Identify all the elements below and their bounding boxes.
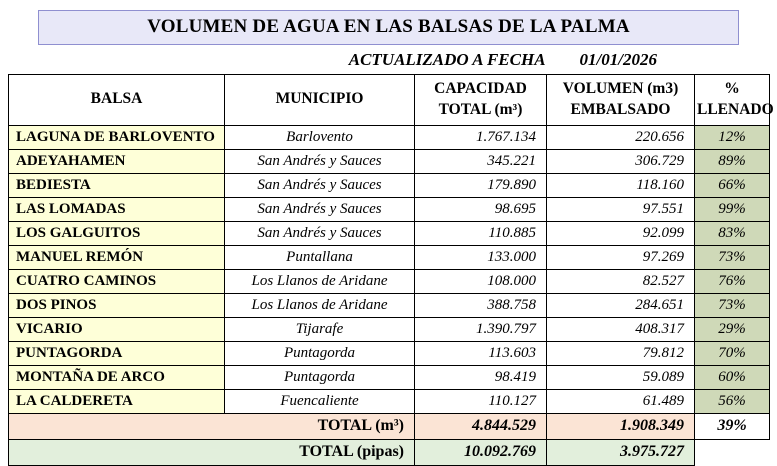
cell-volumen: 61.489: [547, 389, 695, 413]
cell-balsa: ADEYAHAMEN: [9, 149, 225, 173]
table-row: [9, 389, 770, 413]
cell-municipio: Fuencaliente: [225, 389, 415, 413]
table-total-row: [9, 413, 770, 439]
cell-llenado: 29%: [695, 317, 770, 341]
table-row: [9, 341, 770, 365]
cell-capacidad: 1.390.797: [415, 317, 547, 341]
cell-municipio: Los Llanos de Aridane: [225, 269, 415, 293]
cell-municipio: Los Llanos de Aridane: [225, 293, 415, 317]
cell-municipio: San Andrés y Sauces: [225, 197, 415, 221]
cell-municipio: Puntagorda: [225, 341, 415, 365]
header-balsa: [9, 75, 225, 126]
table-row: [9, 173, 770, 197]
header-capacidad-line2: TOTAL (m³): [438, 100, 523, 118]
reservoirs-table: [8, 74, 774, 466]
cell-balsa: DOS PINOS: [9, 293, 225, 317]
cell-municipio: Puntagorda: [225, 365, 415, 389]
cell-balsa: LAS LOMADAS: [9, 197, 225, 221]
table-row: [9, 125, 770, 149]
table-body: [9, 125, 770, 465]
cell-balsa: BEDIESTA: [9, 173, 225, 197]
cell-total-label: TOTAL (pipas): [9, 439, 415, 465]
table-row: [9, 197, 770, 221]
header-municipio-label: MUNICIPIO: [275, 90, 364, 108]
cell-llenado: 73%: [695, 245, 770, 269]
header-municipio: [225, 75, 415, 126]
cell-llenado: 73%: [695, 293, 770, 317]
cell-capacidad: 179.890: [415, 173, 547, 197]
header-volumen-line2: EMBALSADO: [570, 100, 671, 118]
cell-volumen: 59.089: [547, 365, 695, 389]
cell-municipio: Tijarafe: [225, 317, 415, 341]
cell-capacidad: 108.000: [415, 269, 547, 293]
header-capacidad-line1: CAPACIDAD: [434, 80, 527, 97]
cell-capacidad: 388.758: [415, 293, 547, 317]
cell-balsa: MONTAÑA DE ARCO: [9, 365, 225, 389]
cell-volumen: 82.527: [547, 269, 695, 293]
cell-llenado: 99%: [695, 197, 770, 221]
cell-llenado: 83%: [695, 221, 770, 245]
cell-balsa: LOS GALGUITOS: [9, 221, 225, 245]
table-row: [9, 245, 770, 269]
cell-llenado: 70%: [695, 341, 770, 365]
table-row: [9, 317, 770, 341]
cell-total-capacidad: 10.092.769: [415, 439, 547, 465]
cell-municipio: Barlovento: [225, 125, 415, 149]
subtitle-date: 01/01/2026: [579, 50, 657, 69]
table-row: [9, 365, 770, 389]
cell-volumen: 220.656: [547, 125, 695, 149]
cell-volumen: 92.099: [547, 221, 695, 245]
cell-llenado: 56%: [695, 389, 770, 413]
header-volumen: [547, 75, 695, 126]
header-llenado-line1: %: [724, 80, 740, 97]
cell-llenado: 76%: [695, 269, 770, 293]
cell-llenado: 60%: [695, 365, 770, 389]
header-llenado-line2: LLENADO: [697, 100, 774, 118]
cell-volumen: 306.729: [547, 149, 695, 173]
cell-balsa: LA CALDERETA: [9, 389, 225, 413]
subtitle-row: [8, 45, 769, 74]
cell-capacidad: 1.767.134: [415, 125, 547, 149]
cell-llenado: 89%: [695, 149, 770, 173]
cell-balsa: LAGUNA DE BARLOVENTO: [9, 125, 225, 149]
cell-capacidad: 98.419: [415, 365, 547, 389]
cell-total-volumen: 1.908.349: [547, 413, 695, 439]
header-volumen-line1: VOLUMEN (m3): [562, 80, 679, 97]
table-row: [9, 221, 770, 245]
cell-balsa: VICARIO: [9, 317, 225, 341]
cell-volumen: 97.269: [547, 245, 695, 269]
cell-capacidad: 133.000: [415, 245, 547, 269]
cell-total-llenado: 39%: [695, 413, 770, 439]
cell-volumen: 118.160: [547, 173, 695, 197]
cell-municipio: San Andrés y Sauces: [225, 173, 415, 197]
cell-balsa: CUATRO CAMINOS: [9, 269, 225, 293]
cell-total-volumen: 3.975.727: [547, 439, 695, 465]
header-llenado: [695, 75, 774, 126]
cell-capacidad: 98.695: [415, 197, 547, 221]
cell-volumen: 79.812: [547, 341, 695, 365]
page-title: VOLUMEN DE AGUA EN LAS BALSAS DE LA PALMA: [38, 10, 739, 45]
cell-capacidad: 345.221: [415, 149, 547, 173]
cell-total-capacidad: 4.844.529: [415, 413, 547, 439]
cell-volumen: 97.551: [547, 197, 695, 221]
cell-llenado: 12%: [695, 125, 770, 149]
cell-capacidad: 110.127: [415, 389, 547, 413]
cell-balsa: MANUEL REMÓN: [9, 245, 225, 269]
table-row: [9, 293, 770, 317]
cell-municipio: San Andrés y Sauces: [225, 149, 415, 173]
subtitle-label: ACTUALIZADO A FECHA: [348, 50, 546, 69]
cell-capacidad: 110.885: [415, 221, 547, 245]
table-row: [9, 149, 770, 173]
header-balsa-label: BALSA: [90, 90, 143, 108]
cell-llenado: 66%: [695, 173, 770, 197]
header-capacidad: [415, 75, 547, 126]
cell-volumen: 408.317: [547, 317, 695, 341]
table-header-row: [9, 75, 770, 126]
cell-capacidad: 113.603: [415, 341, 547, 365]
cell-municipio: San Andrés y Sauces: [225, 221, 415, 245]
cell-balsa: PUNTAGORDA: [9, 341, 225, 365]
cell-empty: [695, 439, 770, 465]
cell-municipio: Puntallana: [225, 245, 415, 269]
table-row: [9, 269, 770, 293]
table-total-row: [9, 439, 770, 465]
cell-total-label: TOTAL (m³): [9, 413, 415, 439]
cell-volumen: 284.651: [547, 293, 695, 317]
